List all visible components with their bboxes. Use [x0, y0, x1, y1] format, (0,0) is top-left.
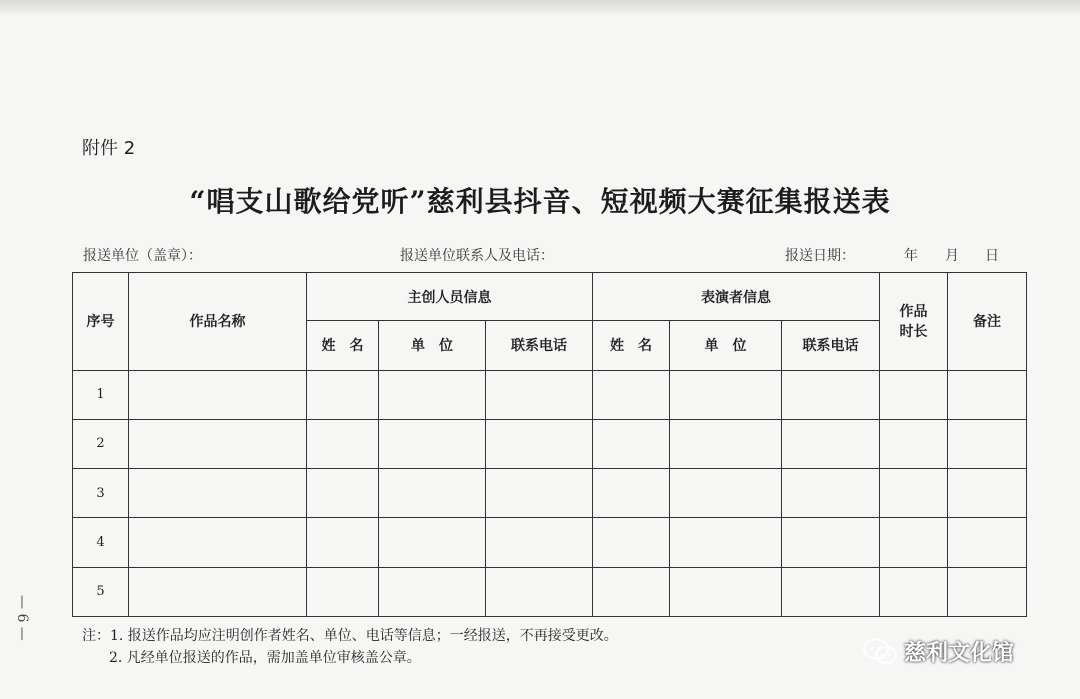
cell: [593, 567, 670, 616]
cell: [307, 370, 379, 419]
cell: [379, 469, 486, 518]
table-row: [73, 370, 1027, 419]
header-seq: 序号: [73, 273, 129, 371]
cell: [593, 419, 670, 468]
watermark-text: 慈利文化馆: [904, 641, 1015, 666]
table-row: [73, 567, 1027, 616]
cell: [379, 518, 486, 567]
cell: [593, 518, 670, 567]
cell: [782, 370, 880, 419]
cell: [782, 518, 880, 567]
cell: [782, 419, 880, 468]
cell: [486, 469, 593, 518]
header-work-name: 作品名称: [129, 273, 307, 371]
subheader-creator-unit: 单 位: [379, 321, 486, 370]
note-line-2: 2. 凡经单位报送的作品，需加盖单位审核盖公章。: [109, 650, 421, 666]
day-label: 日: [985, 248, 999, 264]
table-row: [73, 518, 1027, 567]
cell: [670, 370, 782, 419]
header-row: [73, 273, 1027, 321]
cell: [948, 567, 1027, 616]
header-duration: 作品时长: [880, 273, 948, 371]
page-number: — 6 —: [14, 595, 30, 641]
subheader-performer-name: 姓 名: [593, 321, 670, 370]
year-label: 年: [904, 248, 918, 264]
cell: [486, 370, 593, 419]
wechat-icon: [862, 638, 898, 666]
cell: [670, 567, 782, 616]
notes: [82, 625, 618, 669]
cell: [880, 419, 948, 468]
cell: [782, 469, 880, 518]
cell: [948, 370, 1027, 419]
cell: [379, 567, 486, 616]
cell: [948, 469, 1027, 518]
table-row: [73, 469, 1027, 518]
cell: [880, 567, 948, 616]
row-number: 2: [73, 419, 129, 468]
attachment-label: 附件 2: [82, 138, 136, 159]
note-line-1: 注：1. 报送作品均应注明创作者姓名、单位、电话等信息；一经报送，不再接受更改。: [82, 628, 618, 644]
row-number: 1: [73, 370, 129, 419]
cell: [379, 419, 486, 468]
cell: [880, 518, 948, 567]
submitting-unit-label: 报送单位（盖章）：: [83, 248, 202, 264]
document-title: “唱支山歌给党听”慈利县抖音、短视频大赛征集报送表: [189, 185, 891, 218]
subheader-creator-name: 姓 名: [307, 321, 379, 370]
cell-work-name: [129, 469, 307, 518]
contact-label: 报送单位联系人及电话：: [400, 248, 554, 264]
cell: [307, 469, 379, 518]
scan-edge: [0, 0, 1080, 14]
cell-work-name: [129, 567, 307, 616]
cell: [307, 518, 379, 567]
header-performers: 表演者信息: [593, 273, 880, 321]
cell: [880, 469, 948, 518]
row-number: 3: [73, 469, 129, 518]
cell: [307, 567, 379, 616]
cell: [593, 469, 670, 518]
table-row: [73, 419, 1027, 468]
cell: [670, 469, 782, 518]
cell-work-name: [129, 370, 307, 419]
cell-work-name: [129, 518, 307, 567]
header-remarks: 备注: [948, 273, 1027, 371]
subheader-creator-phone: 联系电话: [486, 321, 593, 370]
date-label: 报送日期：: [785, 248, 855, 264]
cell: [948, 518, 1027, 567]
watermark: [862, 636, 1014, 667]
subheader-performer-unit: 单 位: [670, 321, 782, 370]
cell: [880, 370, 948, 419]
cell: [670, 419, 782, 468]
submission-table: [72, 272, 1027, 617]
month-label: 月: [945, 248, 959, 264]
cell: [593, 370, 670, 419]
cell: [486, 567, 593, 616]
cell: [307, 419, 379, 468]
cell-work-name: [129, 419, 307, 468]
header-creators: 主创人员信息: [307, 273, 593, 321]
cell: [670, 518, 782, 567]
subheader-performer-phone: 联系电话: [782, 321, 880, 370]
cell: [486, 518, 593, 567]
row-number: 5: [73, 567, 129, 616]
cell: [948, 419, 1027, 468]
cell: [486, 419, 593, 468]
row-number: 4: [73, 518, 129, 567]
cell: [782, 567, 880, 616]
cell: [379, 370, 486, 419]
